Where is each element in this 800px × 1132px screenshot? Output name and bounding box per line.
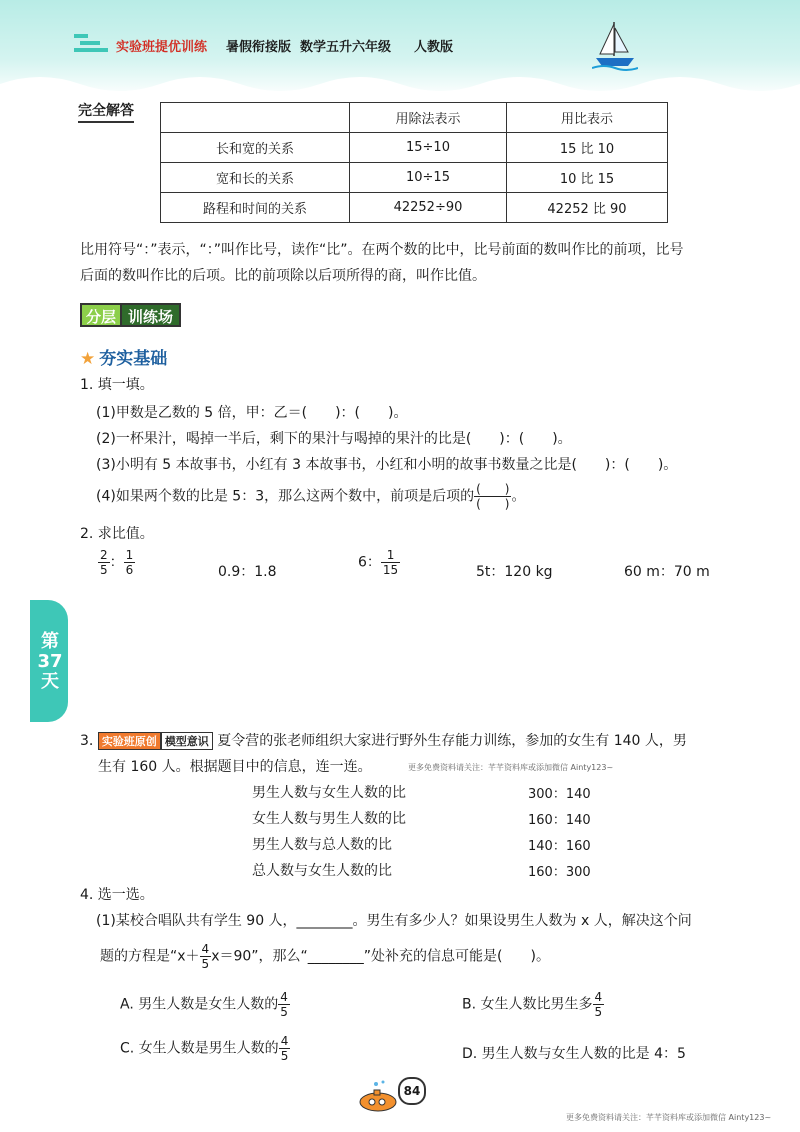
numerator: 4: [280, 1034, 289, 1048]
table-header-cell: 用除法表示: [350, 103, 507, 133]
table-cell: 10÷15: [350, 163, 507, 193]
option-text: C. 女生人数是男生人数的: [120, 1040, 279, 1057]
ratio-prefix: 6：: [358, 554, 381, 571]
punctuation: 。: [511, 488, 526, 505]
match-right-item[interactable]: 160：300: [528, 865, 591, 880]
match-left-item[interactable]: 女生人数与男生人数的比: [252, 811, 406, 827]
option-b[interactable]: [462, 990, 604, 1019]
denominator: 5: [280, 1049, 289, 1063]
question-4-title: 4. 选一选。: [80, 887, 154, 903]
question-text: 题的方程是“x＋: [100, 948, 200, 965]
table-cell: 长和宽的关系: [161, 133, 350, 163]
definition-line: 比用符号“：”表示，“：”叫作比号，读作“比”。在两个数的比中，比号前面的数叫作比的前项，比号: [80, 242, 684, 258]
fraction-numerator-blank[interactable]: ( ): [476, 482, 510, 496]
table-header-row: [161, 103, 668, 133]
match-right-item[interactable]: 140：160: [528, 839, 591, 854]
denominator: 5: [280, 1005, 288, 1019]
submarine-icon: [356, 1080, 404, 1114]
question-1-item: (3)小明有 5 本故事书，小红有 3 本故事书，小红和小明的故事书数量之比是( )：( )。: [96, 457, 678, 473]
question-1-item: (1)甲数是乙数的 5 倍，甲：乙＝( )：( )。: [96, 405, 408, 421]
fraction-denominator-blank[interactable]: ( ): [476, 497, 510, 511]
numerator: 4: [280, 990, 288, 1004]
ratio-expression-3: [358, 548, 400, 577]
denominator: 5: [594, 1005, 603, 1019]
table-cell: 宽和长的关系: [161, 163, 350, 193]
publisher-label: 人教版: [414, 40, 454, 55]
banner-part-a: 分层: [80, 303, 120, 327]
blank-fraction[interactable]: [474, 482, 511, 511]
question-text: x＝90”，那么“________”处补充的信息可能是( )。: [211, 948, 550, 965]
table-row: [161, 133, 668, 163]
table-header-cell: [161, 103, 350, 133]
fraction: [278, 990, 290, 1019]
question-4-line-1: (1)某校合唱队共有学生 90 人，________。男生有多少人？如果设男生人数为 x 人，解决这个问: [96, 913, 692, 929]
table-cell: 10 比 15: [507, 163, 668, 193]
header-wave-decoration: [0, 62, 800, 102]
match-left-item[interactable]: 总人数与女生人数的比: [252, 863, 392, 879]
table-row: [161, 163, 668, 193]
option-d[interactable]: D. 男生人数与女生人数的比是 4：5: [462, 1046, 686, 1062]
fraction: [98, 548, 110, 577]
day-side-tab-label: 第37天: [37, 631, 63, 692]
option-text: B. 女生人数比男生多: [462, 996, 593, 1013]
model-awareness-tag: 模型意识: [161, 732, 213, 750]
page-number: 84: [398, 1077, 426, 1105]
denominator: 6: [125, 563, 134, 577]
question-3-line-2: 生有 160 人。根据题目中的信息，连一连。: [98, 759, 372, 775]
grade-label: 数学五升六年级: [300, 40, 392, 55]
ratio-sign: ：: [109, 554, 124, 571]
banner-part-b: 训练场: [120, 303, 181, 327]
option-a[interactable]: [120, 990, 290, 1019]
fraction: [200, 942, 212, 971]
match-right-item[interactable]: 160：140: [528, 813, 591, 828]
answer-label: 完全解答: [78, 100, 134, 123]
numerator: 2: [100, 548, 108, 562]
ratio-expression-5: 60 m：70 m: [624, 564, 710, 580]
match-left-item[interactable]: 男生人数与总人数的比: [252, 837, 392, 853]
question-2-title: 2. 求比值。: [80, 526, 154, 542]
match-left-item[interactable]: 男生人数与女生人数的比: [252, 785, 406, 801]
question-3-line-1: [80, 730, 687, 750]
numerator: 4: [201, 942, 210, 956]
question-4-line-2: [100, 942, 550, 971]
brand-logo-icon: [72, 30, 112, 54]
numerator: 4: [594, 990, 603, 1004]
table-row: [161, 193, 668, 223]
fraction: [279, 1034, 291, 1063]
question-1-item-4: [96, 482, 525, 511]
edition-label: 暑假衔接版: [226, 40, 292, 55]
table-cell: 42252÷90: [350, 193, 507, 223]
table-cell: 15 比 10: [507, 133, 668, 163]
table-cell: 15÷10: [350, 133, 507, 163]
question-1-item: (2)一杯果汁，喝掉一半后，剩下的果汁与喝掉的果汁的比是( )：( )。: [96, 431, 572, 447]
ratio-expression-1: [98, 548, 135, 577]
denominator: 15: [382, 563, 399, 577]
footer-watermark: 更多免费资料请关注：芊芊资料库或添加微信 Ainty123~: [566, 1113, 772, 1122]
table-header-cell: 用比表示: [507, 103, 668, 133]
question-text: 夏令营的张老师组织大家进行野外生存能力训练，参加的女生有 140 人，男: [217, 733, 687, 749]
table-cell: 42252 比 90: [507, 193, 668, 223]
answer-table: [160, 102, 668, 223]
ratio-expression-2: 0.9：1.8: [218, 564, 277, 580]
question-1-title: 1. 填一填。: [80, 377, 154, 393]
match-right-item[interactable]: 300：140: [528, 787, 591, 802]
table-cell: 路程和时间的关系: [161, 193, 350, 223]
fraction: [381, 548, 400, 577]
definition-line: 后面的数叫作比的后项。比的前项除以后项所得的商，叫作比值。: [80, 268, 486, 284]
sub-heading: [80, 344, 167, 369]
section-banner: [80, 303, 181, 327]
denominator: 5: [100, 563, 108, 577]
fraction: [593, 990, 605, 1019]
option-text: A. 男生人数是女生人数的: [120, 996, 279, 1013]
star-icon: ★: [80, 349, 96, 369]
original-tag: 实验班原创: [98, 732, 161, 750]
brand-title: 实验班提优训练: [116, 40, 208, 55]
option-c[interactable]: [120, 1034, 290, 1063]
sub-heading-text: 夯实基础: [99, 349, 168, 369]
watermark-text: 更多免费资料请关注：芊芊资料库或添加微信 Ainty123~: [408, 763, 614, 772]
denominator: 5: [201, 957, 210, 971]
fraction: [124, 548, 136, 577]
numerator: 1: [125, 548, 134, 562]
ratio-expression-4: 5t：120 kg: [476, 564, 553, 580]
question-number: 3.: [80, 733, 94, 749]
question-text: (4)如果两个数的比是 5：3，那么这两个数中，前项是后项的: [96, 488, 475, 505]
numerator: 1: [381, 548, 400, 563]
sailboat-icon: [592, 20, 638, 72]
